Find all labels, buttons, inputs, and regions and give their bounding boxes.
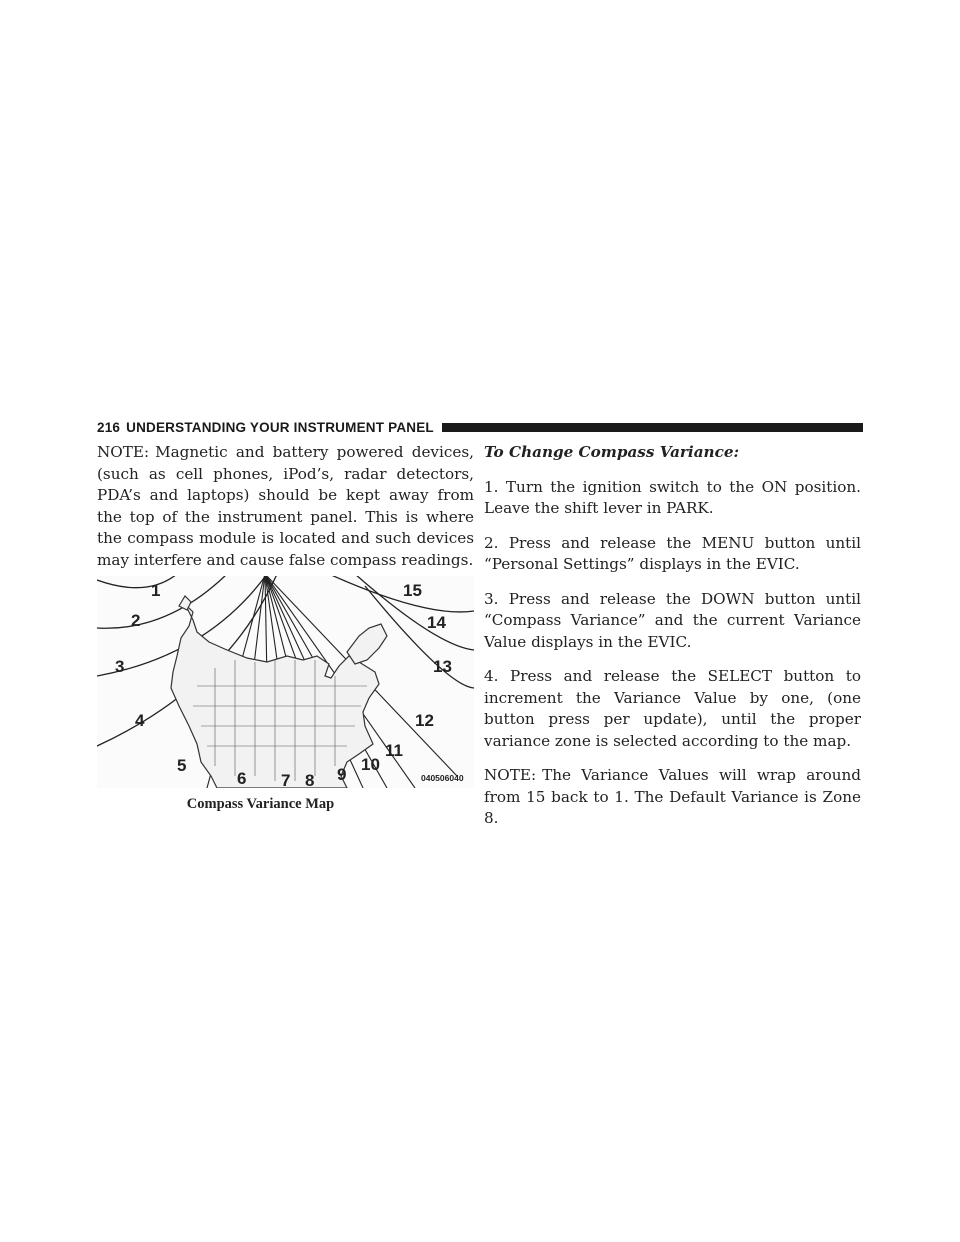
zone-label: 6	[237, 769, 247, 788]
zone-label: 2	[131, 611, 141, 630]
zone-label: 11	[385, 741, 403, 760]
zone-label: 3	[115, 657, 125, 676]
procedure-heading: To Change Compass Variance:	[484, 443, 740, 461]
zone-arc	[97, 576, 227, 628]
figure-caption: Compass Variance Map	[186, 796, 335, 812]
zone-label: 9	[337, 765, 347, 784]
map-graphic	[97, 576, 474, 788]
zone-label: 10	[361, 755, 380, 774]
page-number: 216	[97, 419, 121, 435]
compass-variance-map	[97, 576, 474, 788]
zone-label: 5	[177, 756, 187, 775]
zone-label: 15	[403, 581, 422, 600]
zone-label: 13	[433, 657, 452, 676]
page-header	[97, 420, 863, 434]
note-paragraph	[97, 442, 474, 571]
left-column	[97, 442, 474, 813]
zone-arc	[329, 576, 474, 612]
note-text: Magnetic and battery powered devices, (such as cell phones, iPod’s, radar detectors, PDA’s and laptops) should be kept away from the top of the instrument panel. This is where the compass module is located and such devices may interfere and cause false compass readings.	[97, 443, 474, 569]
section-title: UNDERSTANDING YOUR INSTRUMENT PANEL	[126, 419, 434, 435]
coastline	[347, 624, 387, 664]
note-label: NOTE:	[97, 443, 150, 461]
note-paragraph	[484, 765, 861, 830]
note-text: The Variance Values will wrap around from 15 back to 1. The Default Variance is Zone 8.	[484, 766, 861, 827]
note-label: NOTE:	[484, 766, 537, 784]
step-2: 2. Press and release the MENU button until “Personal Settings” displays in the EVIC.	[484, 533, 861, 573]
zone-label: 1	[151, 581, 161, 600]
zone-label: 7	[281, 771, 291, 788]
zone-label: 8	[305, 771, 315, 788]
zone-arc	[97, 576, 177, 588]
right-column	[484, 442, 861, 843]
zone-label: 12	[415, 711, 434, 730]
zone-label: 14	[427, 613, 446, 632]
header-rule	[442, 423, 863, 432]
zone-label: 4	[135, 711, 145, 730]
step-3: 3. Press and release the DOWN button until “Compass Variance” and the current Variance Value displays in the EVIC.	[484, 589, 861, 651]
step-4: 4. Press and release the SELECT button to increment the Variance Value by one, (one button press per update), until the proper variance zone is selected according to the map.	[484, 667, 861, 750]
step-1: 1. Turn the ignition switch to the ON position. Leave the shift lever in PARK.	[484, 477, 861, 517]
figure-code: 040506040	[421, 773, 464, 783]
